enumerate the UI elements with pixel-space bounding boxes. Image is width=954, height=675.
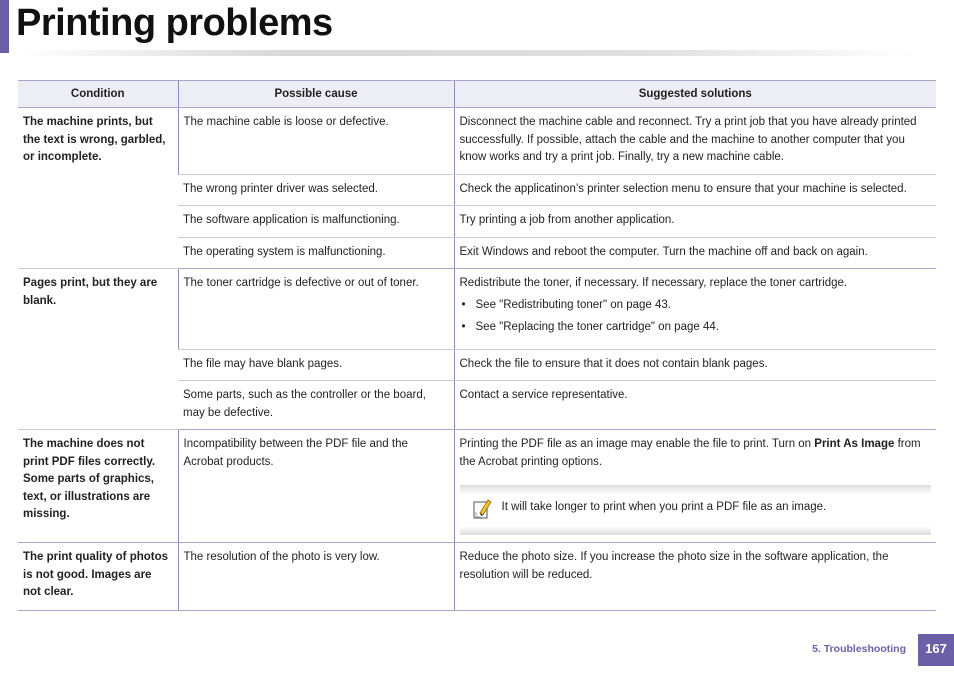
cause-cell: The software application is malfunctioning. — [178, 206, 454, 238]
table-row — [18, 543, 936, 611]
title-divider — [16, 50, 916, 56]
solution-cell: Check the file to ensure that it does not contain blank pages. — [454, 349, 936, 381]
condition-cell: The machine does not print PDF files correctly. Some parts of graphics, text, or illustrations are missing. — [18, 430, 178, 543]
solution-cell — [454, 269, 936, 350]
solution-cell: Check the applicatinon’s printer selection menu to ensure that your machine is selected. — [454, 174, 936, 206]
solution-text — [460, 436, 932, 471]
condition-cell: The print quality of photos is not good. Images are not clear. — [18, 543, 178, 611]
cause-cell: The operating system is malfunctioning. — [178, 237, 454, 269]
note-text: It will take longer to print when you print a PDF file as an image. — [501, 501, 827, 513]
table-header-row — [18, 81, 936, 108]
title-accent-bar — [0, 0, 9, 53]
solution-cell — [454, 430, 936, 543]
solution-bullet-list — [460, 297, 932, 337]
note-pencil-icon — [472, 497, 492, 521]
troubleshooting-table — [18, 80, 936, 611]
condition-cell: Pages print, but they are blank. — [18, 269, 178, 430]
solution-cell: Disconnect the machine cable and reconnect. Try a print job that you have already printed successfully. If possible, attach the cable and the machine to another computer that you know works and try a print job. Finally, try a new machine cable. — [454, 108, 936, 175]
table-row — [18, 108, 936, 175]
header-condition: Condition — [18, 81, 178, 108]
cause-cell: Some parts, such as the controller or the board, may be defective. — [178, 381, 454, 430]
solution-cell: Exit Windows and reboot the computer. Turn the machine off and back on again. — [454, 237, 936, 269]
solution-cell: Reduce the photo size. If you increase the photo size in the software application, the resolution will be reduced. — [454, 543, 936, 611]
bullet-item: • See "Redistributing toner" on page 43. — [460, 297, 932, 315]
footer-section-label: 5. Troubleshooting — [812, 643, 906, 655]
cause-cell: The machine cable is loose or defective. — [178, 108, 454, 175]
cause-cell: The file may have blank pages. — [178, 349, 454, 381]
solution-cell: Contact a service representative. — [454, 381, 936, 430]
cause-cell: Incompatibility between the PDF file and the Acrobat products. — [178, 430, 454, 543]
table-row — [18, 430, 936, 543]
cause-cell: The toner cartridge is defective or out of toner. — [178, 269, 454, 350]
header-possible-cause: Possible cause — [178, 81, 454, 108]
print-as-image-option: Print As Image — [814, 438, 895, 450]
cause-cell: The wrong printer driver was selected. — [178, 174, 454, 206]
table-row — [18, 269, 936, 350]
solution-text: Redistribute the toner, if necessary. If necessary, replace the toner cartridge. — [459, 277, 848, 289]
condition-cell: The machine prints, but the text is wrong, garbled, or incomplete. — [18, 108, 178, 269]
bullet-item: • See "Replacing the toner cartridge" on page 44. — [460, 319, 932, 337]
header-suggested-solutions: Suggested solutions — [454, 81, 936, 108]
solution-cell: Try printing a job from another application. — [454, 206, 936, 238]
solution-text-post: from the Acrobat printing options. — [459, 438, 921, 468]
solution-text-pre: Printing the PDF file as an image may enable the file to print. Turn on — [459, 438, 815, 450]
note-box — [460, 485, 932, 535]
cause-cell: The resolution of the photo is very low. — [178, 543, 454, 611]
page-title: Printing problems — [16, 2, 333, 44]
page-number: 167 — [918, 634, 954, 666]
